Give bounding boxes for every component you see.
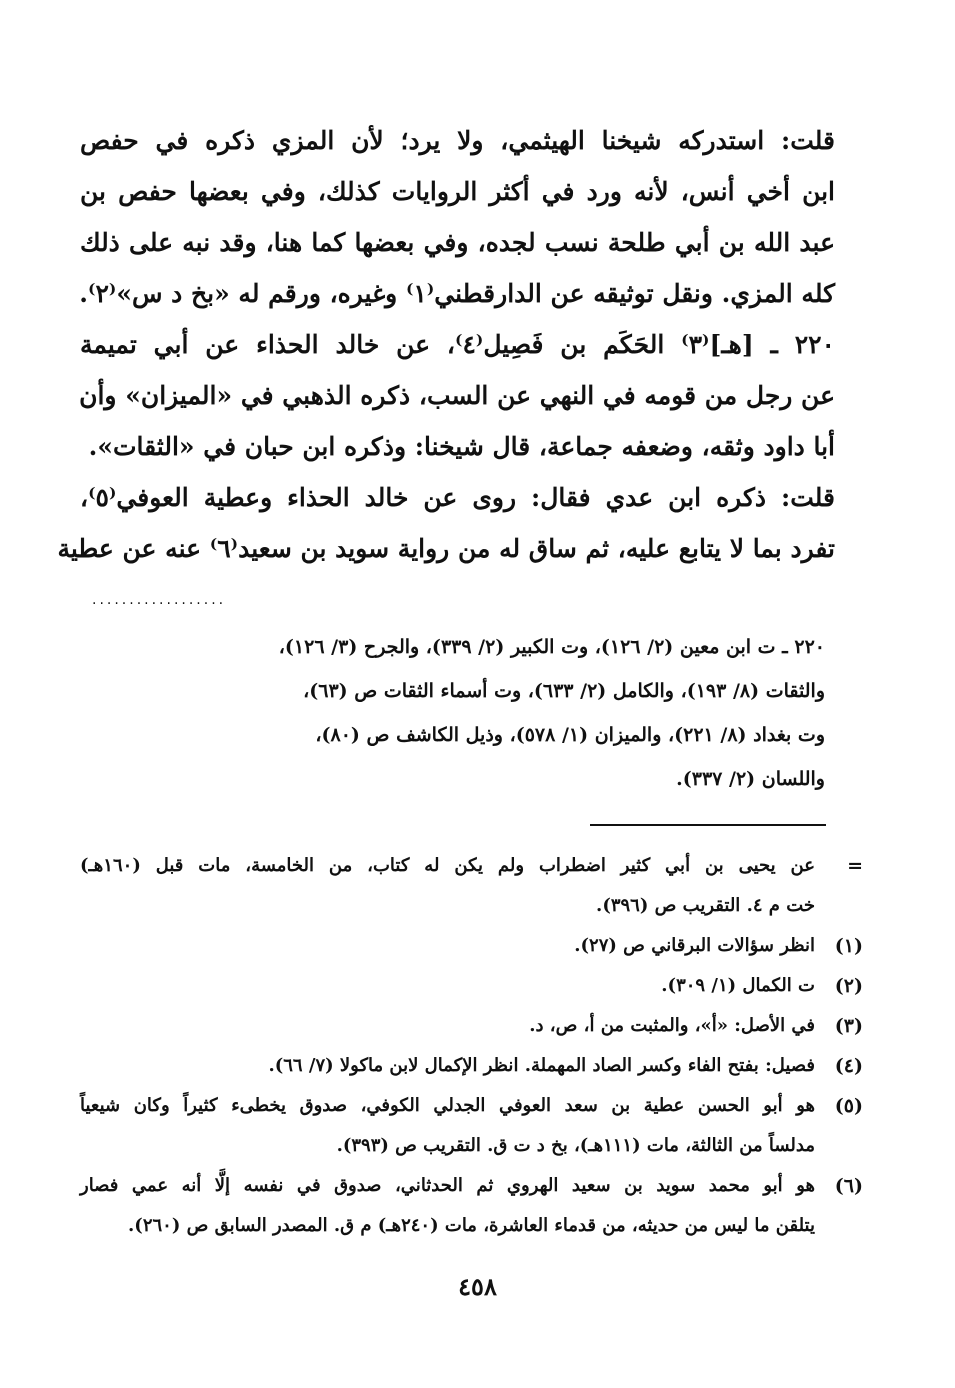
main-text-line: عبد الله بن أبي طلحة نسب لجده، وفي بعضها كما هنا، وقد نبه على ذلك xyxy=(80,228,835,257)
footnote-6 xyxy=(80,1166,863,1246)
main-text-line: قلت: ذكره ابن عدي فقال: روى عن خالد الحذاء وعطية العوفي⁽٥⁾، xyxy=(80,483,835,512)
footnote-line: عن يحيى بن أبي كثير اضطراب ولم يكن له كتاب، من الخامسة، مات قبل (١٦٠هـ) xyxy=(80,855,815,876)
entry-heading-line: ٢٢٠ ـ [هـ]⁽٣⁾ الحَكَم بن فَصِيل⁽٤⁾، عن خالد الحذاء عن أبي تميمة xyxy=(80,330,835,359)
footnote-line: في الأصل: «أ»، والمثبت من أ، ص، د. xyxy=(529,1015,815,1036)
main-text-line: تفرد بما لا يتابع عليه، ثم ساق له من رواية سويد بن سعيد⁽٦⁾ عنه عن عطية xyxy=(57,534,835,563)
main-text xyxy=(57,115,835,574)
reference-line: ٢٢٠ ـ ت ابن معين (٢/ ١٢٦)، وت الكبير (٢/ ٣٣٩)، والجرح (٣/ ١٢٦)، xyxy=(278,636,825,658)
main-text-line: ابن أخي أنس، لأنه ورد في أكثر الروايات كذلك، وفي بعضها حفص بن xyxy=(80,177,835,206)
references-block xyxy=(80,625,825,801)
reference-line: واللسان (٢/ ٣٣٧). xyxy=(676,768,825,790)
footnote-rule xyxy=(590,824,826,826)
page-number: ٤٥٨ xyxy=(458,1272,497,1301)
footnote-marker: (٢) xyxy=(834,975,863,997)
footnote-5 xyxy=(80,1086,863,1166)
footnote-marker: (١) xyxy=(834,935,863,957)
footnote-line: هو أبو محمد سويد بن سعيد الهروي ثم الحدثاني، صدوق في نفسه إلَّا أنه عمي فصار xyxy=(80,1175,815,1196)
footnote-marker: = xyxy=(847,855,863,877)
main-text-line: قلت: استدركه شيخنا الهيثمي، ولا يرد؛ لأن المزي ذكره في حفص xyxy=(80,126,835,155)
main-text-line: أبا داود وثقه، وضعفه جماعة، قال شيخنا: وذكره ابن حبان في «الثقات». xyxy=(88,432,835,461)
footnote-2 xyxy=(80,966,863,1006)
footnote-line: فصيل: بفتح الفاء وكسر الصاد المهملة. انظر الإكمال لابن ماكولا (٧/ ٦٦). xyxy=(268,1055,815,1076)
footnote-line: يتلقن ما ليس من حديثه، من قدماء العاشرة، مات (٢٤٠هـ) م ق. المصدر السابق ص (٢٦٠). xyxy=(128,1215,815,1236)
footnote-marker: (٤) xyxy=(834,1055,863,1077)
reference-line: وت بغداد (٨/ ٢٢١)، والميزان (١/ ٥٧٨)، وذيل الكاشف ص (٨٠)، xyxy=(315,724,825,746)
footnote-marker: (٣) xyxy=(834,1015,863,1037)
footnote-line: خت م ٤. التقريب ص (٣٩٦). xyxy=(596,895,815,916)
footnote-4 xyxy=(80,1046,863,1086)
footnote-line: مدلساً من الثالثة، مات (١١١هـ)، بخ د ت ق. التقريب ص (٣٩٣). xyxy=(336,1135,815,1156)
footnote-line: هو أبو الحسن عطية بن سعد العوفي الجدلي الكوفي، صدوق يخطىء كثيراً وكان شيعياً xyxy=(80,1095,815,1116)
footnote-1 xyxy=(80,926,863,966)
main-text-line: كله المزي. ونقل توثيقه عن الدارقطني⁽١⁾ وغيره، ورقم له «بخ د س»⁽٢⁾. xyxy=(79,279,835,308)
separator-dots: .................. xyxy=(92,592,227,608)
reference-line: والثقات (٨/ ١٩٣)، والكامل (٢/ ٦٣٣)، وت أسماء الثقات ص (٦٣)، xyxy=(303,680,825,702)
footnote-marker: (٦) xyxy=(834,1175,863,1197)
footnote-line: ت الكمال (١/ ٣٠٩). xyxy=(661,975,815,996)
footnote-continuation xyxy=(80,846,863,926)
footnotes xyxy=(80,846,863,1246)
footnote-marker: (٥) xyxy=(834,1095,863,1117)
footnote-line: انظر سؤالات البرقاني ص (٢٧). xyxy=(574,935,815,956)
main-text-line: عن رجل من قومه في النهي عن السب، ذكره الذهبي في «الميزان» وأن xyxy=(79,381,835,410)
footnote-3 xyxy=(80,1006,863,1046)
